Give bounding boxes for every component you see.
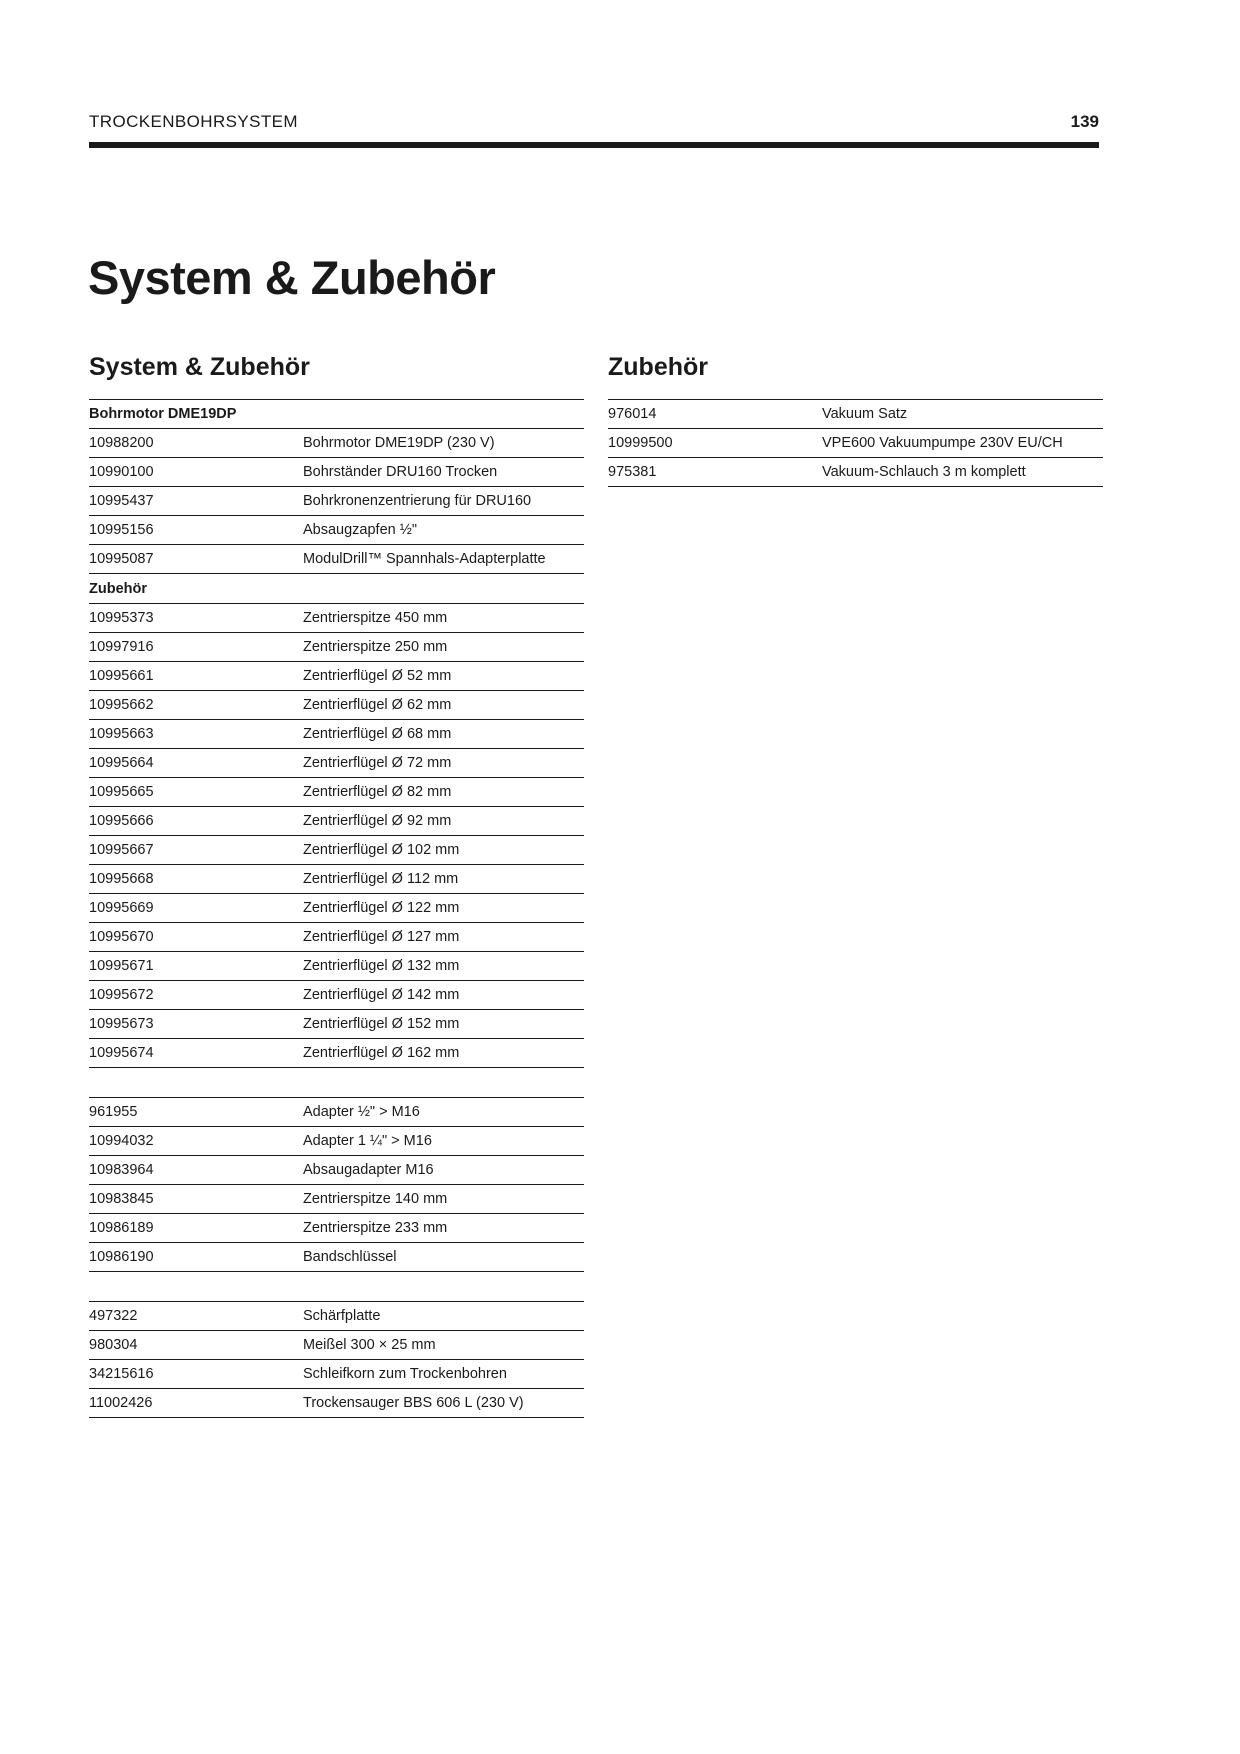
article-description: Trockensauger BBS 606 L (230 V) (303, 1395, 524, 1411)
table-row (89, 429, 584, 458)
article-description: Bohrmotor DME19DP (230 V) (303, 435, 495, 451)
group-title-bohrmotor: Bohrmotor DME19DP (89, 400, 584, 429)
article-number: 10995663 (89, 726, 154, 742)
article-description: Bohrkronenzentrierung für DRU160 (303, 493, 532, 509)
article-description: Zentrierflügel Ø 62 mm (303, 697, 452, 713)
table-row (89, 836, 584, 865)
spacer (89, 1068, 584, 1097)
article-description: Zentrierflügel Ø 82 mm (303, 784, 452, 800)
article-number: 34215616 (89, 1366, 154, 1382)
table-row (608, 400, 1103, 429)
article-description: Meißel 300 × 25 mm (303, 1337, 436, 1353)
table-adapter (89, 1097, 584, 1272)
table-row (89, 1156, 584, 1185)
table-row (89, 487, 584, 516)
article-description: Zentrierspitze 450 mm (303, 610, 448, 626)
page-title: System & Zubehör (88, 251, 496, 304)
article-description: Adapter ½" > M16 (303, 1104, 420, 1120)
section-label: TROCKENBOHRSYSTEM (89, 112, 298, 131)
article-number: 10999500 (608, 435, 673, 451)
article-number: 10995664 (89, 755, 154, 771)
article-description: Zentrierflügel Ø 127 mm (303, 929, 460, 945)
article-number: 10988200 (89, 435, 154, 451)
article-number: 10995662 (89, 697, 154, 713)
table-row (89, 720, 584, 749)
article-description: Bandschlüssel (303, 1249, 397, 1265)
article-number: 10995661 (89, 668, 154, 684)
article-number: 10995667 (89, 842, 154, 858)
table-row (89, 749, 584, 778)
article-number: 10995665 (89, 784, 154, 800)
article-number: 975381 (608, 464, 657, 480)
table-row (89, 952, 584, 981)
table-row (89, 923, 584, 952)
table-row (89, 691, 584, 720)
article-description: Schärfplatte (303, 1308, 381, 1324)
article-number: 10995673 (89, 1016, 154, 1032)
article-description: Zentrierflügel Ø 162 mm (303, 1045, 460, 1061)
article-description: Vakuum Satz (822, 406, 908, 422)
article-number: 10995437 (89, 493, 154, 509)
table-row (89, 1243, 584, 1272)
article-description: Vakuum-Schlauch 3 m komplett (822, 464, 1026, 480)
article-number: 980304 (89, 1337, 138, 1353)
spacer (89, 1272, 584, 1301)
article-number: 976014 (608, 406, 657, 422)
table-row (89, 1039, 584, 1068)
article-number: 10995373 (89, 610, 154, 626)
table-row (89, 1127, 584, 1156)
table-row (89, 545, 584, 574)
article-description: Zentrierflügel Ø 112 mm (303, 871, 459, 887)
right-heading: Zubehör (608, 353, 708, 381)
table-row (89, 1214, 584, 1243)
table-vakuum (608, 399, 1103, 487)
article-number: 961955 (89, 1104, 138, 1120)
table-row (89, 1302, 584, 1331)
article-number: 10995156 (89, 522, 154, 538)
article-description: Zentrierflügel Ø 152 mm (303, 1016, 460, 1032)
article-number: 10995669 (89, 900, 154, 916)
table-row (89, 1331, 584, 1360)
article-number: 10995666 (89, 813, 154, 829)
table-row (608, 458, 1103, 487)
table-row (89, 981, 584, 1010)
article-description: Absaugzapfen ½" (303, 522, 417, 538)
article-number: 10995668 (89, 871, 154, 887)
article-description: Adapter 1 ¼" > M16 (303, 1133, 432, 1149)
table-row (89, 662, 584, 691)
article-description: Zentrierspitze 233 mm (303, 1220, 448, 1236)
right-column (608, 350, 1103, 487)
table-row (89, 807, 584, 836)
article-description: Zentrierspitze 250 mm (303, 639, 448, 655)
article-description: VPE600 Vakuumpumpe 230V EU/CH (822, 435, 1063, 451)
table-row (89, 865, 584, 894)
article-description: ModulDrill™ Spannhals-Adapterplatte (303, 551, 546, 567)
article-number: 11002426 (89, 1395, 153, 1411)
group-title-zubehoer: Zubehör (89, 574, 584, 604)
article-description: Schleifkorn zum Trockenbohren (303, 1366, 507, 1382)
left-heading: System & Zubehör (89, 353, 310, 381)
article-number: 10994032 (89, 1133, 154, 1149)
page-number: 139 (1070, 112, 1099, 131)
article-description: Absaugadapter M16 (303, 1162, 434, 1178)
table-row (89, 1389, 584, 1418)
article-number: 497322 (89, 1308, 138, 1324)
page-header (89, 112, 1099, 136)
article-description: Zentrierflügel Ø 132 mm (303, 958, 460, 974)
table-row (89, 458, 584, 487)
article-number: 10986190 (89, 1249, 154, 1265)
article-number: 10990100 (89, 464, 154, 480)
table-row (89, 1185, 584, 1214)
article-description: Zentrierflügel Ø 142 mm (303, 987, 460, 1003)
left-column (89, 350, 584, 1418)
table-bohrmotor (89, 399, 584, 574)
table-row (89, 516, 584, 545)
article-description: Zentrierflügel Ø 122 mm (303, 900, 460, 916)
table-zubehoer (89, 604, 584, 1068)
article-description: Zentrierflügel Ø 52 mm (303, 668, 452, 684)
article-number: 10997916 (89, 639, 154, 655)
table-row (89, 1010, 584, 1039)
table-row (608, 429, 1103, 458)
table-row (89, 633, 584, 662)
header-rule (89, 142, 1099, 148)
article-number: 10995670 (89, 929, 154, 945)
table-row (89, 778, 584, 807)
table-row (89, 894, 584, 923)
table-row (89, 1098, 584, 1127)
article-number: 10986189 (89, 1220, 154, 1236)
article-number: 10983845 (89, 1191, 154, 1207)
article-number: 10995674 (89, 1045, 154, 1061)
article-description: Zentrierflügel Ø 102 mm (303, 842, 460, 858)
article-description: Zentrierflügel Ø 72 mm (303, 755, 452, 771)
article-number: 10995087 (89, 551, 154, 567)
article-number: 10995671 (89, 958, 154, 974)
article-description: Zentrierflügel Ø 92 mm (303, 813, 452, 829)
table-misc (89, 1301, 584, 1418)
article-description: Zentrierspitze 140 mm (303, 1191, 448, 1207)
article-number: 10983964 (89, 1162, 154, 1178)
article-description: Zentrierflügel Ø 68 mm (303, 726, 452, 742)
article-description: Bohrständer DRU160 Trocken (303, 464, 498, 480)
article-number: 10995672 (89, 987, 154, 1003)
table-row (89, 604, 584, 633)
table-row (89, 1360, 584, 1389)
